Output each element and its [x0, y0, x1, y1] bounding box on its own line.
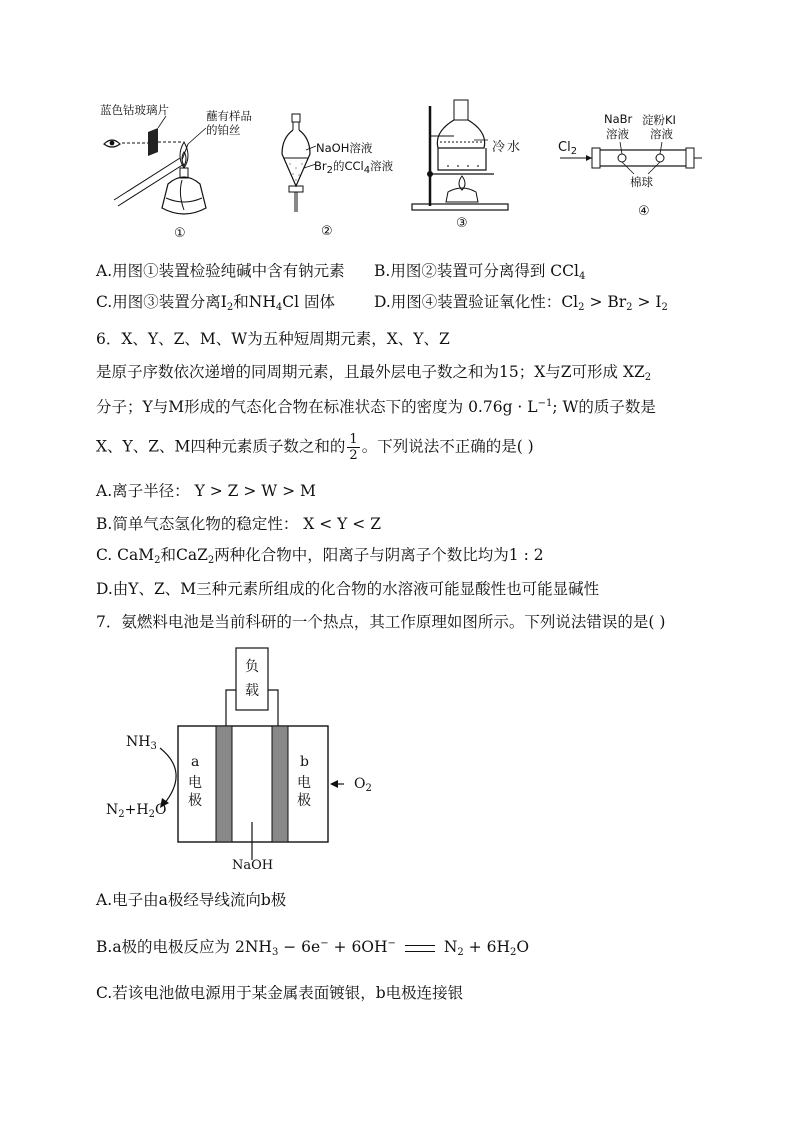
nh3-label: $NH_3$	[126, 734, 157, 752]
figure-1	[96, 98, 266, 248]
figure-4	[556, 108, 706, 226]
q7-option-c: C.若该电池做电源用于某金属表面镀银，b电极连接银	[96, 984, 464, 1002]
q6-stem-line4: X、Y、Z、M四种元素质子数之和的 $\frac{1}{2}$ 。下列说法不正确的是( )	[96, 432, 534, 463]
electrode-a-label-3: 极	[188, 793, 202, 809]
figure-number-2: ②	[321, 224, 333, 239]
load-label-1: 负	[245, 659, 259, 675]
label-starch-ki-line2: 溶液	[650, 127, 673, 141]
naoh-label: NaOH	[232, 858, 274, 873]
separatory-funnel-drawing	[276, 112, 406, 244]
q5-option-d: D.用图④装置验证氧化性：$Cl_2 > Br_2 > I_2$	[374, 293, 668, 313]
q7-option-b: B.a极的电极反应为 $2NH_3 - 6e^- + 6OH^-$ $N_2 + 6H_2O$	[96, 938, 530, 958]
figure-3	[408, 96, 548, 236]
label-starch-ki-line1: 淀粉KI	[642, 113, 676, 127]
electrode-b-label-3: 极	[297, 793, 311, 809]
n2-h2o-label: $N_2+H_2O$	[106, 802, 167, 820]
label-cold-water: 冷水	[492, 140, 523, 155]
fuel-cell-diagram	[100, 644, 400, 878]
q6-option-b: B.简单气态氢化物的稳定性： X < Y < Z	[96, 515, 381, 533]
figure-number-3: ③	[456, 216, 468, 231]
label-naoh-solution: NaOH溶液	[316, 141, 373, 155]
label-cotton-ball: 棉球	[630, 175, 653, 189]
q6-option-a: A.离子半径： Y > Z > W > M	[96, 482, 316, 500]
label-nabr-line2: 溶液	[606, 127, 629, 141]
q5-option-b: B.用图②装置可分离得到 CCl$_4$	[374, 262, 586, 282]
label-platinum-wire-line2: 的铂丝	[206, 123, 241, 137]
figure-number-1: ①	[174, 226, 186, 241]
o2-label: $O_2$	[354, 776, 372, 794]
electrode-b-label-2: 电	[297, 775, 311, 791]
reaction-double-line	[405, 945, 435, 952]
electrode-b-label-1: b	[300, 754, 309, 770]
q6-stem-line2: 是原子序数依次递增的同周期元素，且最外层电子数之和为15；X与Z可形成 $XZ_2$	[96, 363, 652, 383]
q6-stem-line1: 6．X、Y、Z、M、W为五种短周期元素，X、Y、Z	[96, 330, 450, 348]
q6-option-d: D.由Y、Z、M三种元素所组成的化合物的水溶液可能显酸性也可能显碱性	[96, 580, 600, 598]
q6-stem-line3: 分子；Y与M形成的气态化合物在标准状态下的密度为 $0.76g \cdot L^{-1}$; W的质子数是	[96, 398, 656, 416]
q7-stem: 7．氨燃料电池是当前科研的一个热点，其工作原理如图所示。下列说法错误的是( )	[96, 613, 666, 631]
label-cobalt-glass: 蓝色钴玻璃片	[100, 103, 169, 117]
electrode-a-label-1: a	[191, 754, 200, 770]
q7-option-a: A.电子由a极经导线流向b极	[96, 891, 287, 909]
figure-2	[276, 112, 406, 244]
q5-option-a: A.用图①装置检验纯碱中含有钠元素	[96, 262, 345, 280]
electrode-a-label-2: 电	[188, 775, 202, 791]
label-nabr-line1: NaBr	[604, 112, 633, 126]
figure-number-4: ④	[638, 204, 650, 219]
q5-option-c: C.用图③装置分离$I_2$和$NH_4Cl$ 固体	[96, 293, 336, 313]
fraction-one-half: $\frac{1}{2}$	[349, 432, 358, 463]
label-br2-ccl4-solution: Br2的CCl4溶液	[314, 159, 394, 176]
label-platinum-wire-line1: 蘸有样品	[206, 109, 252, 123]
sublimation-apparatus-drawing	[408, 96, 548, 236]
q6-option-c: C. CaM$_2$和CaZ$_2$两种化合物中，阳离子与阴离子个数比均为1 : 2	[96, 546, 544, 566]
load-label-2: 载	[245, 683, 259, 699]
label-cl2-gas: $Cl_2$	[558, 140, 578, 157]
